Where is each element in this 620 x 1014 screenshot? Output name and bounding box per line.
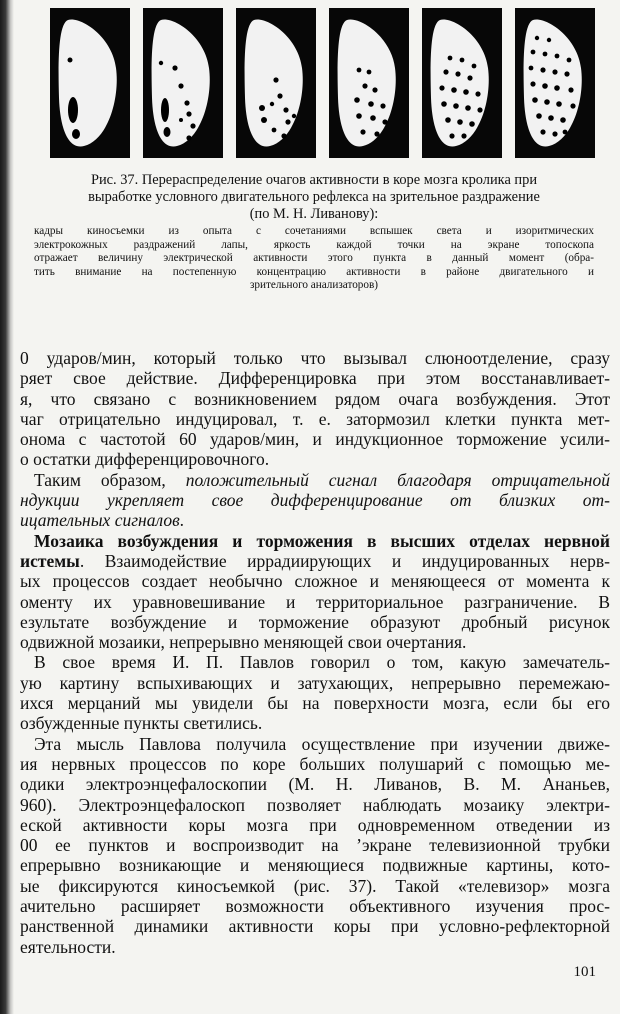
figure-37 — [50, 8, 595, 158]
text-line: я, что связано с возникновением рядом очага возбуждения. Этот — [20, 388, 610, 409]
text-line: ую картину вспыхивающих и затухающих, непрерывно перемежаю- — [20, 672, 610, 693]
body-text — [20, 348, 610, 957]
italic-text: ицательных сигналов — [20, 510, 180, 531]
caption-desc-line: зрительного анализаторов) — [249, 279, 379, 292]
page-number: 101 — [573, 964, 596, 980]
section-heading: истемы — [20, 550, 80, 571]
text-line: ранственной динамики активности коры при условно-рефлекторной — [20, 916, 610, 937]
caption-description — [34, 225, 594, 293]
paragraph-3 — [20, 531, 610, 653]
text-run: . Взаимодействие иррадиирующих и индуцированных нерв- — [79, 550, 610, 571]
binding-edge — [0, 0, 14, 1014]
text-line: епрерывно возникающие и меняющиеся подвижные картины, кото- — [20, 855, 610, 876]
text-line: одвижной мозаики, непрерывно меняющей свои очертания. — [20, 632, 467, 653]
text-line: онома с частотой 60 ударов/мин, и индукционное торможение усили- — [20, 429, 610, 450]
paragraph-5 — [20, 734, 610, 957]
figure-panel-4 — [329, 8, 409, 158]
text-line: ряет свое действие. Дифференцировка при этом восстанавливает- — [20, 368, 610, 389]
text-run: . — [179, 510, 185, 531]
figure-caption — [34, 172, 594, 293]
text-line: озбужденные пункты светились. — [20, 713, 263, 734]
text-line: 00 ее пунктов и воспроизводит на ʼэкране телевизионной трубки — [20, 835, 610, 856]
italic-text: положительный сигнал благодаря отрицательной — [185, 469, 610, 490]
paragraph-1 — [20, 348, 610, 470]
paragraph-2 — [20, 470, 610, 531]
text-line: ихся мерцаний мы увидели бы на поверхности мозга, если бы его — [20, 693, 610, 714]
caption-title-line: выработке условного двигательного рефлекса на зрительное раздражение — [88, 189, 540, 205]
text-line — [20, 510, 610, 530]
figure-panel-5 — [422, 8, 502, 158]
caption-desc-line: электрокожных раздражений лапы, яркость каждой точки на экране топоскопа — [34, 238, 594, 251]
figure-panel-1 — [50, 8, 130, 158]
caption-title-line: Рис. 37. Перераспределение очагов активности в коре мозга кролика при — [90, 172, 538, 188]
section-heading-line — [20, 531, 610, 551]
caption-desc-line: отражает величину электрической активности этого пункта в данный момент (обра- — [34, 252, 594, 265]
caption-desc-line: тить внимание на постепенную концентрацию активности в районе двигательного и — [34, 265, 594, 278]
text-line — [20, 551, 610, 571]
paragraph-4 — [20, 652, 610, 733]
figure-panel-2 — [143, 8, 223, 158]
text-line: Эта мысль Павлова получила осуществление при изучении движе- — [34, 733, 610, 754]
text-line: 0 ударов/мин, который только что вызывал слюноотделение, сразу — [20, 348, 610, 368]
text-line: ачительно расширяет возможности объективного изучения прос- — [20, 896, 610, 917]
text-line: одики электроэнцефалоскопии (М. Н. Ливанов, В. М. Ананьев, — [20, 774, 610, 795]
text-line: оменту их уравновешивание и территориальное разграничение. В — [20, 591, 610, 612]
text-line — [20, 470, 610, 490]
caption-desc-line: кадры киносъемки из опыта с сочетаниями вспышек света и изоритмических — [34, 225, 594, 237]
caption-title — [34, 172, 594, 223]
text-line: о остатки дифференцировочного. — [20, 449, 270, 470]
italic-text: ндукции укрепляет свое дифференцирование от близких от- — [20, 490, 610, 511]
text-line: ия нервных процессов по коре больших полушарий с помощью ме- — [20, 753, 610, 774]
figure-panel-3 — [236, 8, 316, 158]
text-line: В свое время И. П. Павлов говорил о том, какую замечатель- — [34, 652, 610, 673]
section-heading: Мозаика возбуждения и торможения в высших отделах нервной — [34, 530, 610, 551]
figure-panel-6 — [515, 8, 595, 158]
text-line: чаг отрицательно индуцировал, т. е. затормозил клетки пункта мет- — [20, 408, 610, 429]
text-line: 960). Электроэнцефалоскоп позволяет наблюдать мозаику электри- — [20, 794, 610, 815]
text-run: Таким образом, — [34, 469, 186, 490]
text-line: езультате возбуждение и торможение образуют дробный рисунок — [20, 611, 610, 632]
text-line: еской активности коры мозга при одновременном отведении из — [20, 814, 610, 835]
text-line: ых процессов создает необычно сложное и меняющееся от момента к — [20, 571, 610, 592]
text-line: ые фиксируются киносъемкой (рис. 37). Такой «телевизор» мозга — [20, 875, 610, 896]
text-line: еятельности. — [20, 936, 116, 957]
caption-title-line: (по М. Н. Ливанову): — [249, 206, 379, 222]
